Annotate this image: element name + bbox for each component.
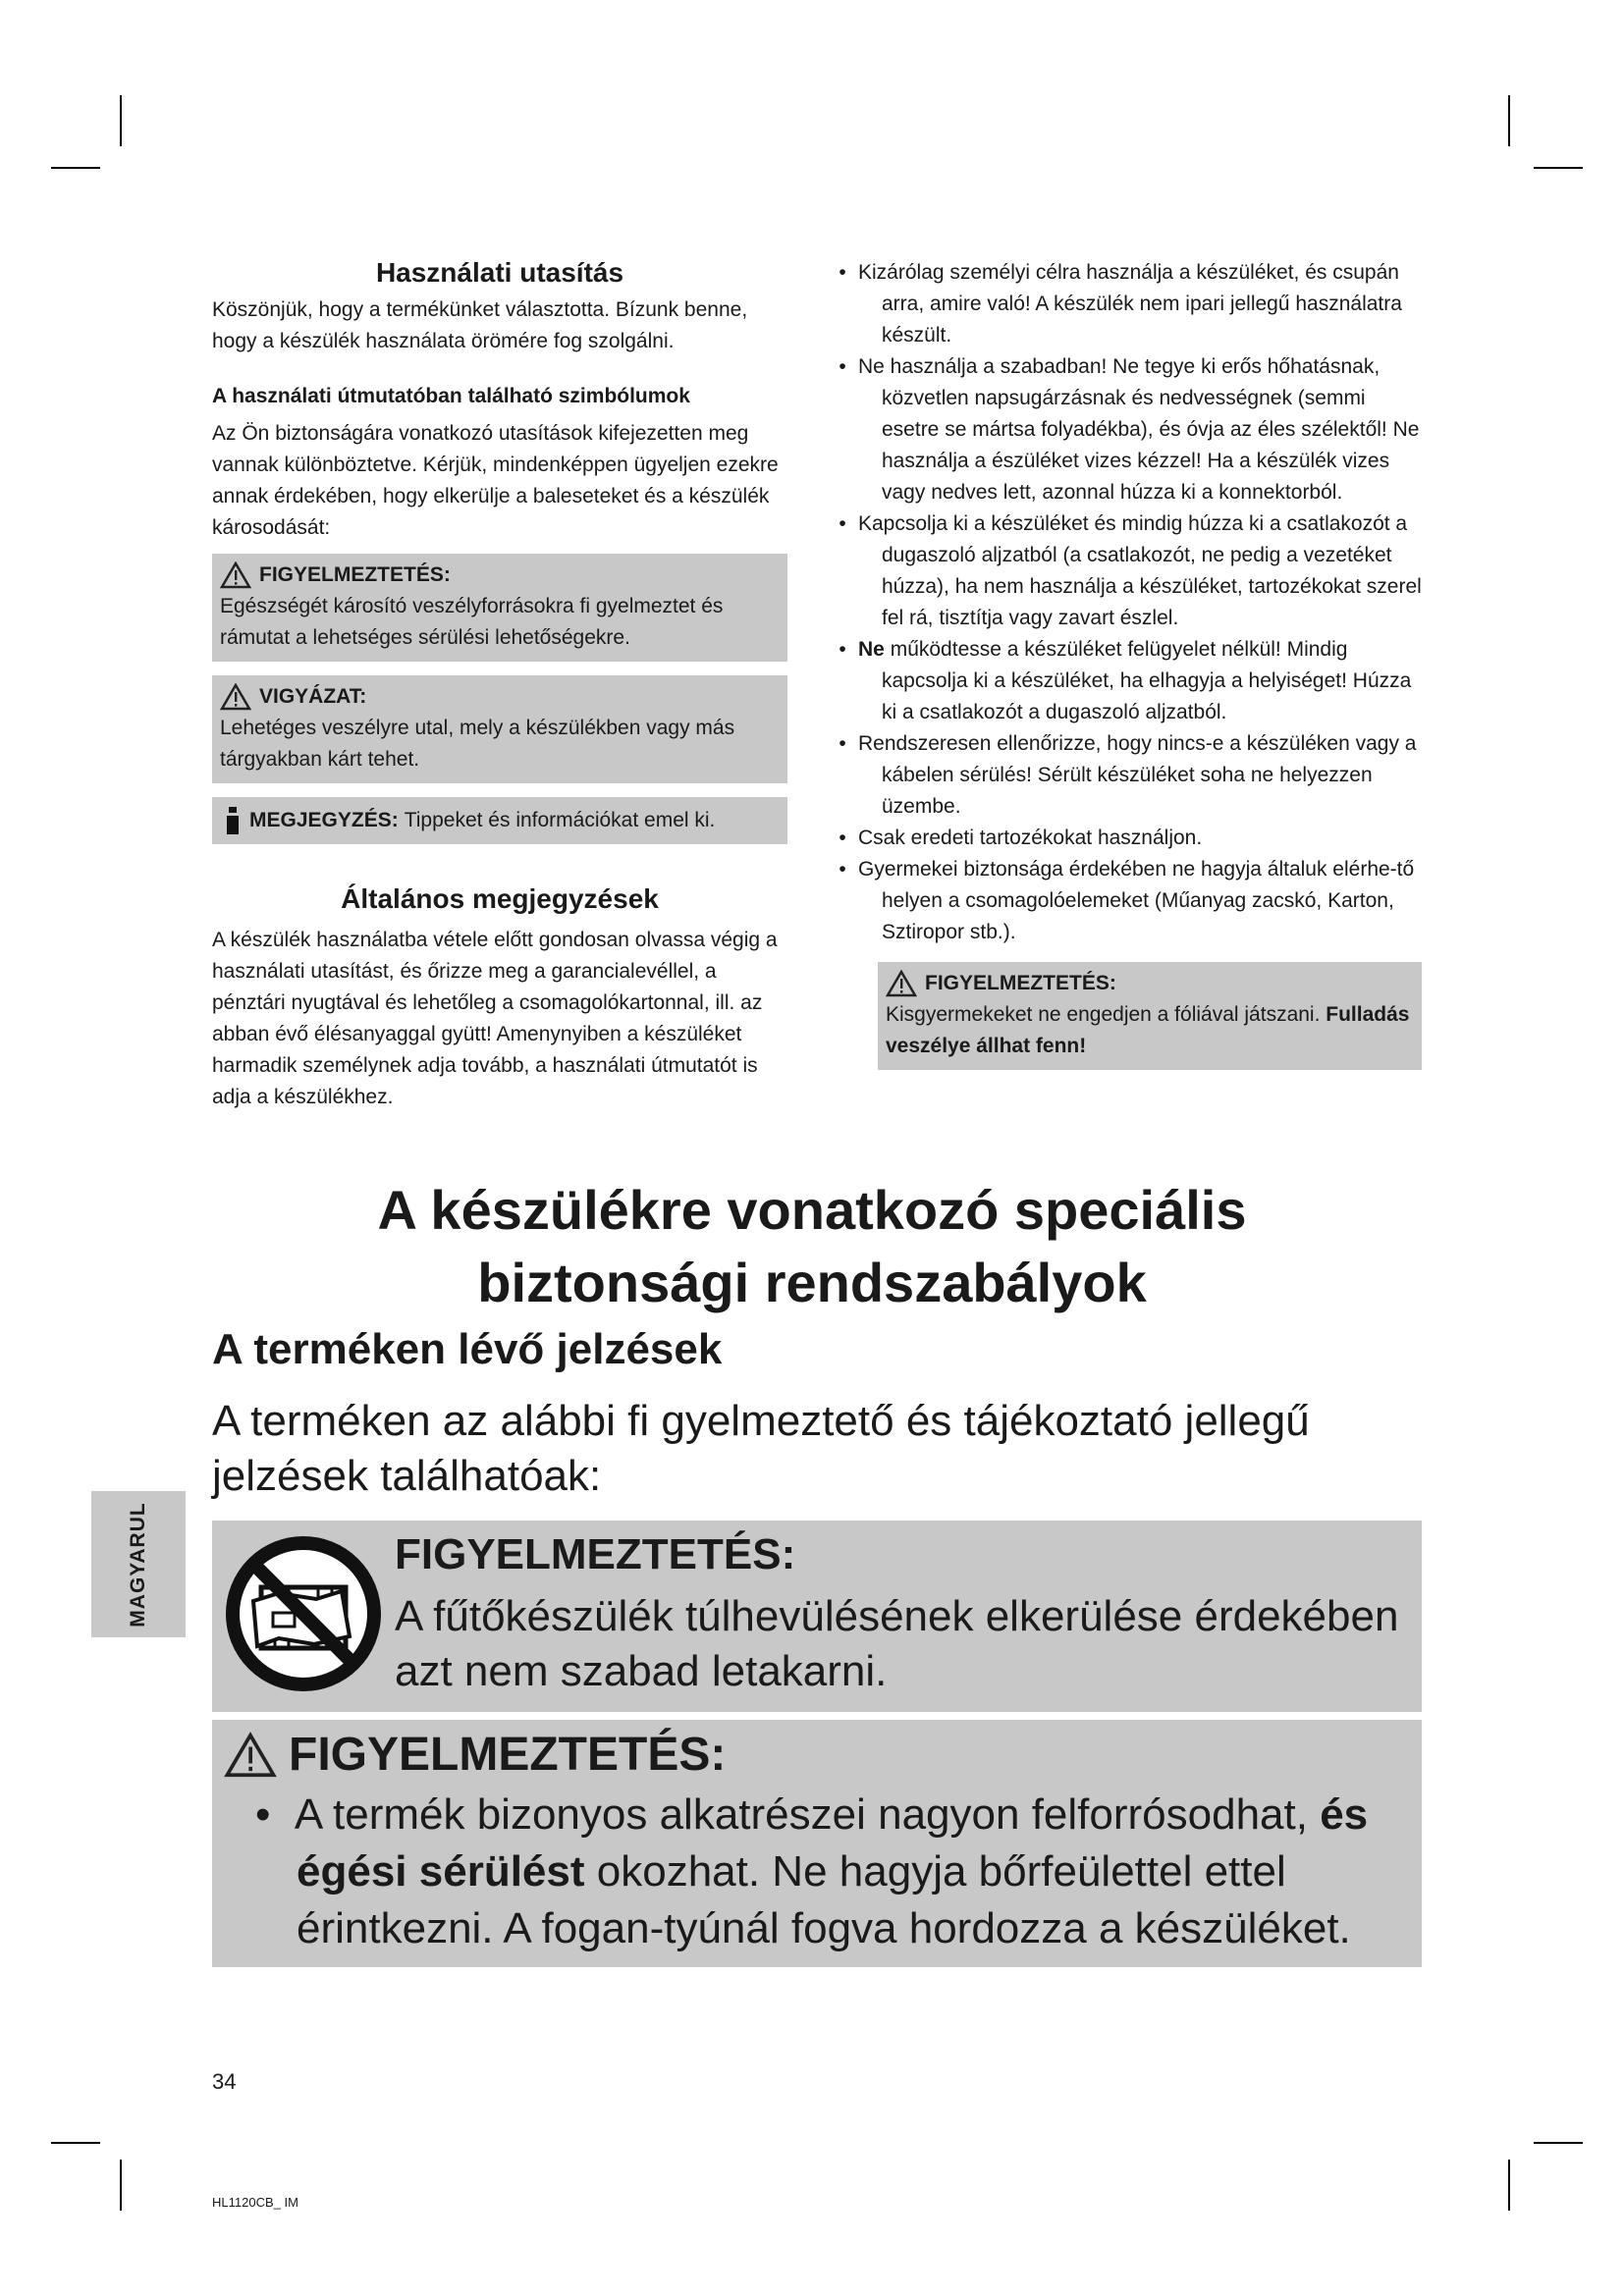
info-icon (222, 807, 244, 834)
main-title-line1: A készülékre vonatkozó speciális (377, 1179, 1247, 1241)
crop-mark (51, 167, 100, 169)
list-item: • Gyermekei biztonsága érdekében ne hagyja általuk elérhe-tő helyen a csomagolóelemeket (Műanyag zacskó, Karton, Sztiropor stb.). (833, 854, 1428, 948)
box2-text-b: okozhat. Ne hagyja bőrfeülettel ettel érintkezni. A fogan-tyúnál fogva hordozza a készüléket. (297, 1847, 1351, 1952)
warning-text: Egészségét károsító veszélyforrásokra fi gyelmeztet és rámutat a lehetséges sérülési lehetőségekre. (220, 595, 724, 649)
crop-mark (1534, 167, 1583, 169)
symbols-heading: A használati útmutatóban található szimbólumok (212, 385, 690, 407)
main-title-line2: biztonsági rendszabályok (477, 1252, 1147, 1313)
marks-heading: A terméken lévő jelzések (212, 1325, 723, 1373)
right-warning-head (886, 968, 1412, 999)
section-title-usage: Használati utasítás (375, 257, 624, 288)
caution-head (220, 681, 778, 713)
list-item (833, 634, 1428, 728)
box2-text-a: A termék bizonyos alkatrészei nagyon felforrósodhat, (294, 1790, 1308, 1839)
list-item: • Ne használja a szabadban! Ne tegye ki erős hőhatásnak, közvetlen napsugárzásnak és nedvességnek (semmi esetre se mártsa folyadékba), és óvja az éles szélektől! Ne használja a észüléket vizes kézzel! Ha a készülék vizes vagy nedves lett, azonnal húzza ki a konnektorból. (833, 351, 1428, 508)
box2-bold-b: sérülést (418, 1847, 585, 1896)
warning-head (220, 560, 778, 591)
right-warning-plain: Kisgyermekeket ne engedjen a fóliával játszani. (886, 1003, 1321, 1026)
list-item: • Kapcsolja ki a készüléket és mindig húzza ki a csatlakozót a dugaszoló aljzatból (a csatlakozót, ne pedig a vezetéket húzza), ha nem használja a készüléket, tartozékokat szerel fel rá, tisztítja vagy zavart észlel. (833, 508, 1428, 634)
left-column (212, 257, 787, 1113)
list-item: • Rendszeresen ellenőrizze, hogy nincs-e a készüléken vagy a kábelen sérülés! Sérült készüléket soha ne helyezzen üzembe. (833, 728, 1428, 823)
language-tab-label: MAGYARUL (127, 1501, 149, 1628)
list-item-bold: Ne (858, 638, 885, 661)
crop-mark (120, 95, 122, 146)
caution-triangle-icon (220, 683, 251, 711)
symbols-text: Az Ön biztonságára vonatkozó utasítások kifejezetten meg vannak különböztetve. Kérjük, mindenképpen ügyeljen ezekre annak érdekében, hogy elkerülje a baleseteket és a készülék károsodását: (212, 422, 779, 539)
marks-text: A terméken az alábbi fi gyelmeztető és tájékoztató jellegű jelzések találhatóak: (212, 1397, 1310, 1500)
note-head: MEGJEGYZÉS: (249, 809, 399, 831)
do-not-cover-warning-box (212, 1521, 1422, 1712)
warning-triangle-icon (886, 970, 917, 997)
right-warning-text (886, 999, 1412, 1062)
note-box (212, 797, 787, 844)
caution-text: Lehetéges veszélyre utal, mely a készülékben vagy más tárgyakban kárt tehet. (220, 717, 735, 771)
crop-mark (51, 2142, 100, 2144)
list-item-rest: működtesse a készüléket felügyelet nélkül! Mindig kapcsolja ki a készüléket, ha elhagyja a helyiséget! Húzza ki a csatlakozót a dugaszoló aljzatból. (882, 638, 1412, 723)
box2-text: • A termék bizonyos alkatrészei nagyon felforrósodhat, és égési sérülést okozhat. Ne hagyja bőrfeülettel ettel érintkezni. A fogan-tyúnál fogva hordozza a készüléket. (255, 1790, 1369, 1952)
right-warning-bold: Fulladás veszélye állhat fenn! (886, 1003, 1410, 1057)
note-text: Tippeket és információkat emel ki. (404, 809, 716, 831)
do-not-cover-icon (220, 1530, 387, 1697)
caution-head-label: VIGYÁZAT: (259, 685, 367, 708)
crop-mark (1508, 2160, 1510, 2211)
section-title-general: Általános megjegyzések (341, 883, 659, 914)
footer-code: HL1120CB_ IM (212, 2195, 298, 2210)
caution-box (212, 675, 787, 783)
right-warning-box (878, 962, 1422, 1070)
right-column (833, 257, 1428, 1070)
crop-mark (1508, 95, 1510, 146)
box1-text: A fűtőkészülék túlhevülésének elkerülése érdekében azt nem szabad letakarni. (395, 1592, 1399, 1695)
language-tab (91, 1491, 186, 1637)
box2-bold-a: és égési (297, 1790, 1369, 1896)
box2-head-label: FIGYELMEZTETÉS: (289, 1729, 727, 1781)
warning-triangle-icon (220, 561, 251, 589)
intro-text: Köszönjük, hogy a termékünket választotta. Bízunk benne, hogy a készülék használata örömére fog szolgálni. (212, 298, 748, 352)
general-text: A készülék használatba vétele előtt gondosan olvassa végig a használati utasítást, és őrizze meg a garancialevéllel, a pénztári nyugtával és lehetőleg a csomagolókartonnal, ill. az abban évő élésanyaggal gyütt! Amenynyiben a készüléket harmadik személynek adja tovább, a használati útmutatót is adja a készülékhez. (212, 929, 778, 1108)
page-number: 34 (212, 2069, 237, 2094)
hot-surface-warning-box (212, 1720, 1422, 1967)
main-title (0, 1174, 1624, 1319)
list-item: • Csak eredeti tartozékokat használjon. (833, 823, 1428, 854)
safety-list (833, 257, 1428, 948)
warning-box (212, 554, 787, 662)
box1-head: FIGYELMEZTETÉS: (395, 1530, 796, 1578)
crop-mark (1534, 2142, 1583, 2144)
crop-mark (120, 2160, 122, 2211)
warning-head-label: FIGYELMEZTETÉS: (259, 563, 451, 586)
list-item: • Kizárólag személyi célra használja a készüléket, és csupán arra, amire való! A készülék nem ipari jellegű használatra készült. (833, 257, 1428, 351)
warning-triangle-icon (224, 1732, 277, 1779)
right-warning-head-label: FIGYELMEZTETÉS: (925, 972, 1116, 994)
box2-head (224, 1728, 726, 1782)
